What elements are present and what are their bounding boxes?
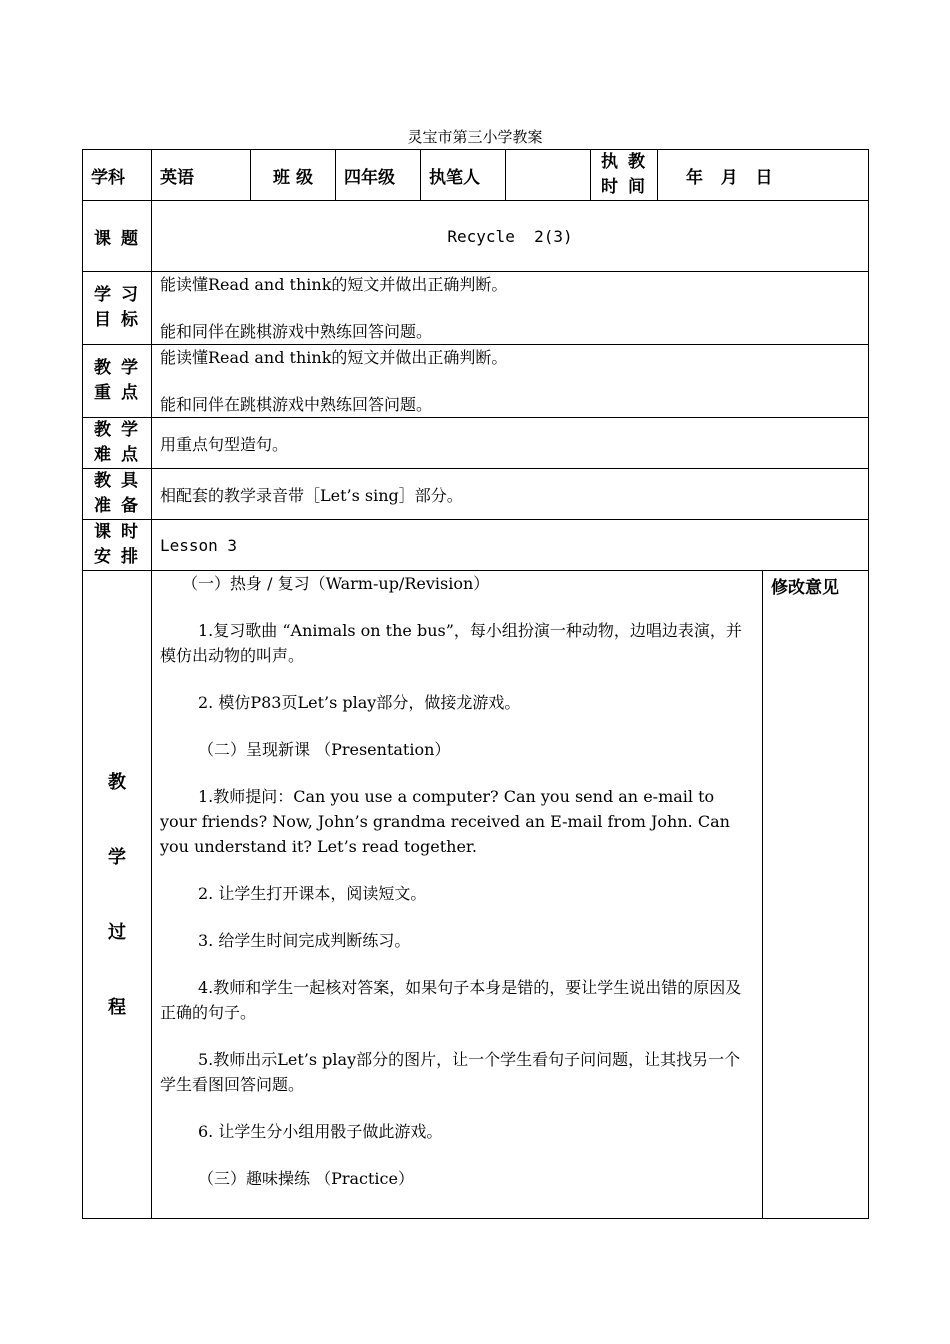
process-paragraph: 2. 模仿P83页Let’s play部分，做接龙游戏。	[198, 693, 521, 712]
difficulty-label-line2: 难 点	[94, 445, 140, 465]
subject-label: 学科	[83, 150, 152, 201]
materials-label-line1: 教 具	[94, 471, 140, 491]
teach-time-label	[591, 150, 658, 201]
key-points-line-2: 能和同伴在跳棋游戏中熟练回答问题。	[160, 395, 433, 414]
schedule-value: Lesson 3	[152, 520, 869, 571]
process-label-char: 程	[108, 996, 126, 1018]
lesson-plan-table	[82, 149, 869, 1219]
goals-label	[83, 272, 152, 345]
materials-label-line2: 准 备	[94, 496, 140, 516]
goals-label-line2: 目 标	[94, 310, 140, 330]
materials-label	[83, 469, 152, 520]
author-value	[506, 150, 591, 201]
goals-row	[83, 272, 869, 345]
process-paragraph: 1.教师提问：Can you use a computer? Can you send an e-mail to your friends? Now, John’s grandma received an E-mail from John. Can you understand it? Let’s read together.	[160, 787, 730, 856]
process-paragraph: 4.教师和学生一起核对答案，如果句子本身是错的，要让学生说出错的原因及正确的句子。	[160, 978, 742, 1022]
process-label-char: 过	[108, 921, 126, 943]
process-label-char: 学	[108, 846, 126, 868]
process-label-char: 教	[108, 771, 126, 793]
class-value: 四年级	[336, 150, 421, 201]
key-points-row	[83, 345, 869, 418]
process-paragraph: 3. 给学生时间完成判断练习。	[198, 931, 411, 950]
process-row	[83, 571, 869, 1219]
teach-time-label-line2: 时 间	[601, 177, 647, 197]
process-paragraph: （二）呈现新课 （Presentation）	[198, 740, 451, 759]
difficulty-value: 用重点句型造句。	[152, 418, 869, 469]
subject-value: 英语	[152, 150, 251, 201]
document-title: 灵宝市第三小学教案	[407, 130, 543, 146]
schedule-label	[83, 520, 152, 571]
goals-line-1: 能读懂Read and think的短文并做出正确判断。	[160, 275, 508, 294]
goals-content	[152, 272, 869, 345]
goals-label-line1: 学 习	[94, 285, 140, 305]
key-points-line-1: 能读懂Read and think的短文并做出正确判断。	[160, 348, 508, 367]
difficulty-row	[83, 418, 869, 469]
key-points-content	[152, 345, 869, 418]
key-points-label-line1: 教 学	[94, 358, 140, 378]
process-paragraph: 1.复习歌曲 “Animals on the bus”，每小组扮演一种动物，边唱边表演，并模仿出动物的叫声。	[160, 621, 742, 665]
process-paragraph: （一）热身 / 复习（Warm-up/Revision）	[182, 574, 490, 593]
class-label: 班 级	[251, 150, 336, 201]
process-content	[152, 571, 763, 1219]
topic-row	[83, 201, 869, 272]
key-points-label	[83, 345, 152, 418]
schedule-label-line2: 安 排	[94, 547, 140, 567]
schedule-row	[83, 520, 869, 571]
goals-line-2: 能和同伴在跳棋游戏中熟练回答问题。	[160, 322, 433, 341]
revision-notes-column: 修改意见	[763, 571, 869, 1219]
key-points-label-line2: 重 点	[94, 383, 140, 403]
difficulty-label	[83, 418, 152, 469]
topic-value: Recycle 2(3)	[152, 201, 869, 272]
materials-row	[83, 469, 869, 520]
topic-label: 课 题	[83, 201, 152, 272]
materials-value: 相配套的教学录音带［Let’s sing］部分。	[152, 469, 869, 520]
date-value: 年 月 日	[658, 150, 869, 201]
process-paragraph: 2. 让学生打开课本，阅读短文。	[198, 884, 427, 903]
process-paragraph: 5.教师出示Let’s play部分的图片，让一个学生看句子问问题，让其找另一个学生看图回答问题。	[160, 1050, 741, 1094]
teach-time-label-line1: 执 教	[601, 152, 647, 172]
schedule-label-line1: 课 时	[94, 522, 140, 542]
process-label	[83, 571, 152, 1219]
header-row	[83, 150, 869, 201]
author-label: 执笔人	[421, 150, 506, 201]
difficulty-label-line1: 教 学	[94, 420, 140, 440]
process-paragraph: （三）趣味操练 （Practice）	[198, 1169, 414, 1188]
process-paragraph: 6. 让学生分小组用骰子做此游戏。	[198, 1122, 443, 1141]
